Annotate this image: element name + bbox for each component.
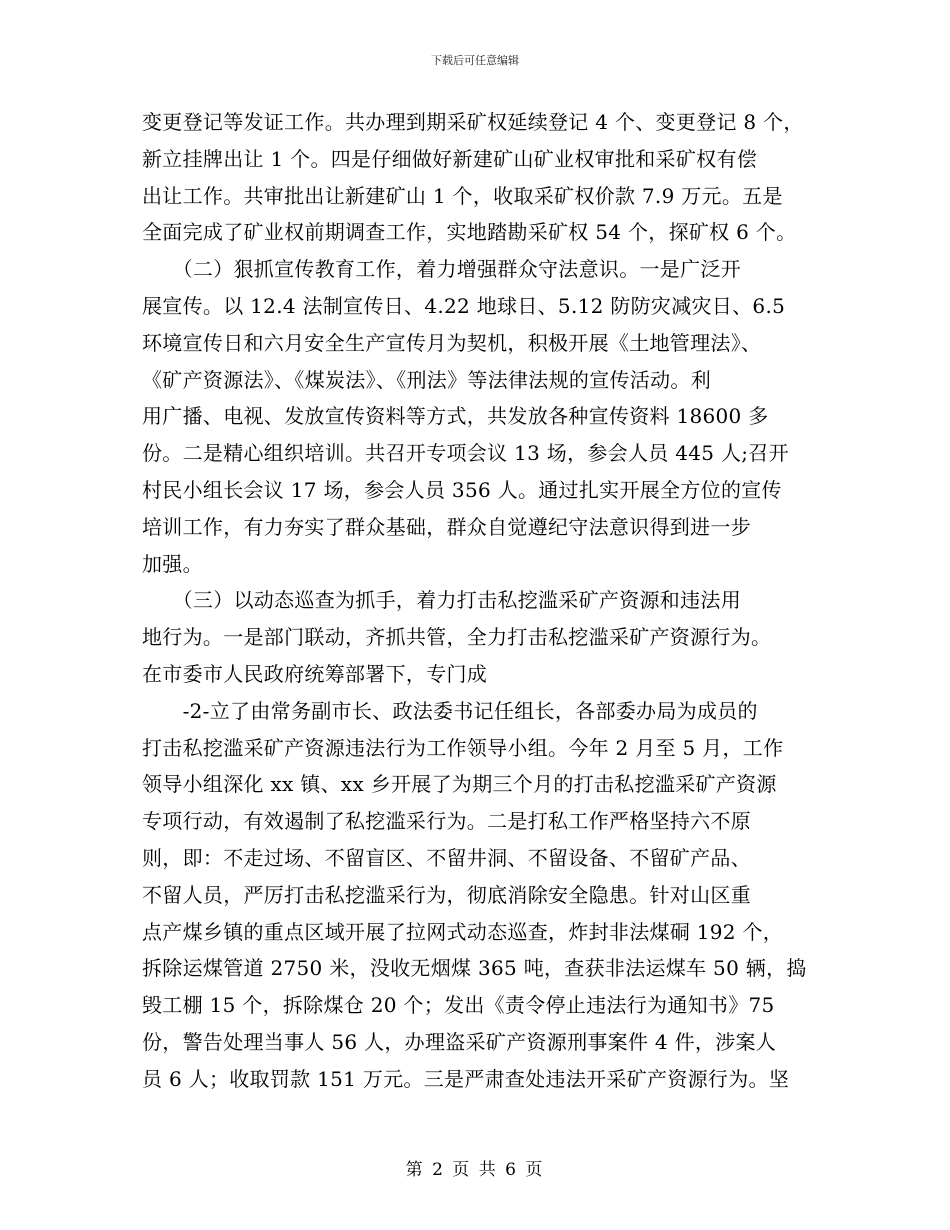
text-line: 在市委市人民政府统筹部署下，专门成	[142, 661, 488, 686]
text-line: 点产煤乡镇的重点区域开展了拉网式动态巡查，炸封非法煤硐 192 个，	[142, 919, 784, 944]
text-line: 拆除运煤管道 2750 米，没收无烟煤 365 吨，查获非法运煤车 50 辆，捣	[142, 956, 807, 981]
text-line: 村民小组长会议 17 场，参会人员 356 人。通过扎实开展全方位的宣传	[142, 477, 782, 502]
text-line: 不留人员，严厉打击私挖滥采行为，彻底消除安全隐患。针对山区重	[142, 882, 751, 907]
text-line: 打击私挖滥采矿产资源违法行为工作领导小组。今年 2 月至 5 月，工作	[142, 735, 784, 760]
text-line: 培训工作，有力夯实了群众基础，群众自觉遵纪守法意识得到进一步	[142, 514, 751, 539]
text-line: 份。二是精心组织培训。共召开专项会议 13 场，参会人员 445 人;召开	[142, 441, 789, 466]
text-line: 展宣传。以 12.4 法制宣传日、4.22 地球日、5.12 防防灾减灾日、6.5	[142, 293, 786, 318]
text-line: 毁工棚 15 个，拆除煤仓 20 个；发出《责令停止违法行为通知书》75	[142, 993, 775, 1018]
text-line: 加强。	[142, 551, 203, 576]
page-header: 下载后可任意编辑	[431, 54, 519, 67]
text-line: （三）以动态巡查为抓手，着力打击私挖滥采矿产资源和违法用	[142, 588, 741, 613]
text-line: 出让工作。共审批出让新建矿山 1 个，收取采矿权价款 7.9 万元。五是	[142, 183, 783, 208]
text-line: 则，即：不走过场、不留盲区、不留井洞、不留设备、不留矿产品、	[142, 845, 751, 870]
text-line: 环境宣传日和六月安全生产宣传月为契机，积极开展《土地管理法》、	[142, 330, 762, 355]
text-line: 领导小组深化 xx 镇、xx 乡开展了为期三个月的打击私挖滥采矿产资源	[142, 772, 777, 797]
document-body	[142, 104, 812, 1098]
text-line: 《矿产资源法》、《煤炭法》、《刑法》等法律法规的宣传活动。利	[142, 367, 711, 392]
text-line: 新立挂牌出让 1 个。四是仔细做好新建矿山矿业权审批和采矿权有偿	[142, 146, 758, 171]
text-line: 用广播、电视、发放宣传资料等方式，共发放各种宣传资料 18600 多	[142, 404, 769, 429]
text-line: 变更登记等发证工作。共办理到期采矿权延续登记 4 个、变更登记 8 个，	[142, 110, 804, 134]
text-line: 地行为。一是部门联动，齐抓共管，全力打击私挖滥采矿产资源行为。	[142, 625, 772, 650]
text-line: -2-立了由常务副市长、政法委书记任组长，各部委办局为成员的	[142, 698, 758, 723]
text-line: 份，警告处理当事人 56 人，办理盗采矿产资源刑事案件 4 件，涉案人	[142, 1029, 777, 1054]
text-line: 全面完成了矿业权前期调查工作，实地踏勘采矿权 54 个，探矿权 6 个。	[142, 220, 797, 245]
text-line: 专项行动，有效遏制了私挖滥采行为。二是打私工作严格坚持六不原	[142, 809, 751, 834]
text-line: （二）狠抓宣传教育工作，着力增强群众守法意识。一是广泛开	[142, 257, 741, 282]
text-line: 员 6 人；收取罚款 151 万元。三是严肃查处违法开采矿产资源行为。坚	[142, 1066, 790, 1091]
page-number: 第 2 页 共 6 页	[405, 1160, 545, 1180]
